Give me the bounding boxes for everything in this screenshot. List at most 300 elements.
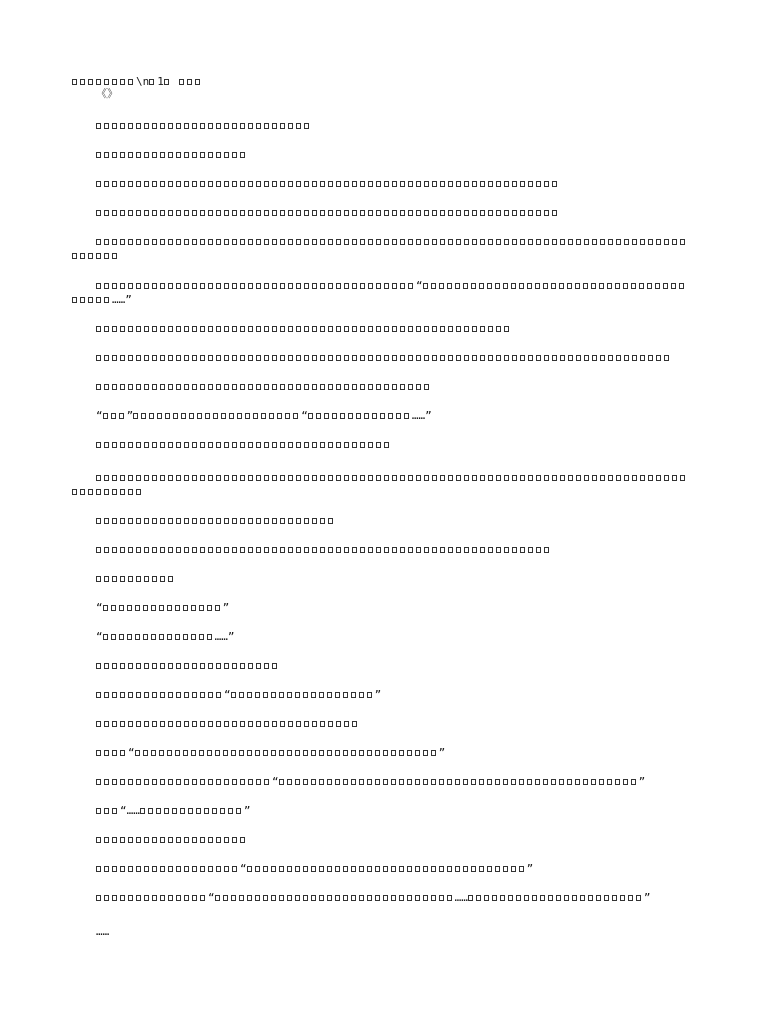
glyph-placeholder: [352, 283, 357, 289]
glyph-placeholder: [176, 721, 181, 727]
glyph-placeholder: [431, 283, 436, 289]
glyph-placeholder: [192, 384, 197, 390]
glyph-placeholder: [456, 210, 461, 216]
glyph-placeholder: [663, 283, 668, 289]
glyph-placeholder: [336, 355, 341, 361]
paragraph: [72, 925, 692, 939]
glyph-placeholder: [119, 413, 124, 419]
paragraph: [72, 543, 692, 557]
glyph-placeholder: [96, 283, 101, 289]
paragraph: [72, 119, 692, 133]
document-subtitle: [72, 87, 692, 101]
glyph-placeholder: [192, 866, 197, 872]
glyph-placeholder: [128, 475, 133, 481]
text-run: ……”: [112, 293, 132, 306]
glyph-placeholder: [548, 895, 553, 901]
glyph-placeholder: [576, 475, 581, 481]
glyph-placeholder: [544, 239, 549, 245]
glyph-placeholder: [216, 355, 221, 361]
glyph-placeholder: [440, 210, 445, 216]
glyph-placeholder: [112, 721, 117, 727]
glyph-placeholder: [368, 475, 373, 481]
glyph-placeholder: [152, 895, 157, 901]
glyph-placeholder: [312, 721, 317, 727]
glyph-placeholder: [200, 442, 205, 448]
glyph-placeholder: [104, 750, 109, 756]
glyph-placeholder: [567, 779, 572, 785]
glyph-placeholder: [279, 895, 284, 901]
glyph-placeholder: [328, 442, 333, 448]
glyph-placeholder: [392, 547, 397, 553]
glyph-placeholder: [360, 547, 365, 553]
glyph-placeholder: [160, 283, 165, 289]
glyph-placeholder: [104, 152, 109, 158]
glyph-placeholder: [149, 79, 154, 85]
glyph-placeholder: [408, 355, 413, 361]
glyph-placeholder: [344, 210, 349, 216]
glyph-placeholder: [144, 152, 149, 158]
glyph-placeholder: [376, 181, 381, 187]
glyph-placeholder: [431, 895, 436, 901]
glyph-placeholder: [144, 895, 149, 901]
glyph-placeholder: [344, 442, 349, 448]
glyph-placeholder: [264, 547, 269, 553]
glyph-placeholder: [324, 413, 329, 419]
glyph-placeholder: [88, 79, 93, 85]
glyph-placeholder: [248, 384, 253, 390]
glyph-placeholder: [152, 181, 157, 187]
glyph-placeholder: [399, 866, 404, 872]
glyph-placeholder: [496, 239, 501, 245]
glyph-placeholder: [272, 518, 277, 524]
glyph-placeholder: [271, 750, 276, 756]
glyph-placeholder: [384, 355, 389, 361]
paragraph: [72, 891, 692, 905]
glyph-placeholder: [151, 605, 156, 611]
glyph-placeholder: [408, 326, 413, 332]
glyph-placeholder: [248, 326, 253, 332]
glyph-placeholder: [272, 239, 277, 245]
glyph-placeholder: [96, 384, 101, 390]
glyph-placeholder: [287, 692, 292, 698]
glyph-placeholder: [336, 475, 341, 481]
glyph-placeholder: [327, 750, 332, 756]
glyph-placeholder: [144, 475, 149, 481]
glyph-placeholder: [104, 866, 109, 872]
glyph-placeholder: [464, 355, 469, 361]
glyph-placeholder: [224, 210, 229, 216]
glyph-placeholder: [432, 326, 437, 332]
glyph-placeholder: [416, 326, 421, 332]
glyph-placeholder: [213, 413, 218, 419]
glyph-placeholder: [528, 547, 533, 553]
glyph-placeholder: [232, 239, 237, 245]
glyph-placeholder: [200, 518, 205, 524]
glyph-placeholder: [160, 442, 165, 448]
glyph-placeholder: [264, 779, 269, 785]
glyph-placeholder: [152, 384, 157, 390]
glyph-placeholder: [184, 384, 189, 390]
glyph-placeholder: [520, 475, 525, 481]
glyph-placeholder: [136, 837, 141, 843]
glyph-placeholder: [352, 721, 357, 727]
glyph-placeholder: [287, 779, 292, 785]
glyph-placeholder: [320, 239, 325, 245]
glyph-placeholder: [479, 866, 484, 872]
glyph-placeholder: [400, 239, 405, 245]
glyph-placeholder: [351, 692, 356, 698]
text-run: ……: [96, 925, 110, 938]
glyph-placeholder: [176, 866, 181, 872]
glyph-placeholder: [127, 605, 132, 611]
glyph-placeholder: [343, 692, 348, 698]
glyph-placeholder: [256, 326, 261, 332]
glyph-placeholder: [207, 634, 212, 640]
glyph-placeholder: [504, 326, 509, 332]
glyph-placeholder: [288, 721, 293, 727]
glyph-placeholder: [308, 413, 313, 419]
glyph-placeholder: [503, 866, 508, 872]
glyph-placeholder: [328, 547, 333, 553]
glyph-placeholder: [312, 518, 317, 524]
glyph-placeholder: [120, 79, 125, 85]
glyph-placeholder: [335, 779, 340, 785]
glyph-placeholder: [96, 123, 101, 129]
glyph-placeholder: [135, 605, 140, 611]
glyph-placeholder: [583, 283, 588, 289]
glyph-placeholder: [376, 547, 381, 553]
glyph-placeholder: [248, 475, 253, 481]
glyph-placeholder: [448, 326, 453, 332]
glyph-placeholder: [120, 750, 125, 756]
glyph-placeholder: [479, 779, 484, 785]
glyph-placeholder: [88, 297, 93, 303]
glyph-placeholder: [168, 152, 173, 158]
glyph-placeholder: [432, 210, 437, 216]
glyph-placeholder: [96, 692, 101, 698]
glyph-placeholder: [136, 576, 141, 582]
glyph-placeholder: [296, 384, 301, 390]
glyph-placeholder: [416, 475, 421, 481]
glyph-placeholder: [184, 181, 189, 187]
text-run: “: [272, 775, 279, 788]
glyph-placeholder: [144, 547, 149, 553]
glyph-placeholder: [136, 442, 141, 448]
glyph-placeholder: [648, 239, 653, 245]
glyph-placeholder: [264, 355, 269, 361]
glyph-placeholder: [136, 355, 141, 361]
glyph-placeholder: [335, 866, 340, 872]
paragraph: [72, 688, 692, 702]
glyph-placeholder: [295, 866, 300, 872]
glyph-placeholder: [256, 475, 261, 481]
glyph-placeholder: [296, 475, 301, 481]
glyph-placeholder: [148, 808, 153, 814]
glyph-placeholder: [536, 181, 541, 187]
glyph-placeholder: [216, 837, 221, 843]
glyph-placeholder: [128, 576, 133, 582]
glyph-placeholder: [104, 518, 109, 524]
glyph-placeholder: [508, 895, 513, 901]
glyph-placeholder: [536, 475, 541, 481]
glyph-placeholder: [424, 181, 429, 187]
glyph-placeholder: [216, 283, 221, 289]
paragraph: [72, 659, 692, 673]
glyph-placeholder: [456, 239, 461, 245]
glyph-placeholder: [183, 750, 188, 756]
glyph-placeholder: [415, 779, 420, 785]
glyph-placeholder: [271, 866, 276, 872]
glyph-placeholder: [384, 239, 389, 245]
glyph-placeholder: [672, 475, 677, 481]
glyph-placeholder: [96, 489, 101, 495]
glyph-placeholder: [112, 283, 117, 289]
glyph-placeholder: [104, 123, 109, 129]
glyph-placeholder: [632, 355, 637, 361]
glyph-placeholder: [360, 326, 365, 332]
glyph-placeholder: [544, 475, 549, 481]
text-run: ”: [126, 409, 134, 422]
glyph-placeholder: [328, 475, 333, 481]
glyph-placeholder: [391, 750, 396, 756]
glyph-placeholder: [128, 239, 133, 245]
glyph-placeholder: [463, 866, 468, 872]
glyph-placeholder: [352, 239, 357, 245]
glyph-placeholder: [456, 181, 461, 187]
glyph-placeholder: [312, 181, 317, 187]
glyph-placeholder: [128, 547, 133, 553]
glyph-placeholder: [424, 355, 429, 361]
glyph-placeholder: [152, 663, 157, 669]
glyph-placeholder: [184, 547, 189, 553]
glyph-placeholder: [456, 547, 461, 553]
glyph-placeholder: [655, 283, 660, 289]
glyph-placeholder: [255, 692, 260, 698]
glyph-placeholder: [367, 750, 372, 756]
glyph-placeholder: [263, 750, 268, 756]
glyph-placeholder: [400, 547, 405, 553]
glyph-placeholder: [144, 384, 149, 390]
glyph-placeholder: [376, 210, 381, 216]
glyph-placeholder: [112, 384, 117, 390]
glyph-placeholder: [367, 779, 372, 785]
glyph-placeholder: [384, 442, 389, 448]
glyph-placeholder: [640, 355, 645, 361]
glyph-placeholder: [504, 547, 509, 553]
glyph-placeholder: [248, 355, 253, 361]
glyph-placeholder: [248, 518, 253, 524]
glyph-placeholder: [608, 239, 613, 245]
glyph-placeholder: [168, 123, 173, 129]
glyph-placeholder: [151, 634, 156, 640]
paragraph: [72, 862, 692, 876]
glyph-placeholder: [240, 181, 245, 187]
glyph-placeholder: [208, 210, 213, 216]
glyph-placeholder: [352, 355, 357, 361]
glyph-placeholder: [384, 475, 389, 481]
glyph-placeholder: [272, 181, 277, 187]
glyph-placeholder: [168, 866, 173, 872]
glyph-placeholder: [328, 355, 333, 361]
glyph-placeholder: [464, 547, 469, 553]
glyph-placeholder: [212, 808, 217, 814]
glyph-placeholder: [304, 326, 309, 332]
glyph-placeholder: [335, 750, 340, 756]
glyph-placeholder: [112, 123, 117, 129]
glyph-placeholder: [152, 721, 157, 727]
paragraph: [72, 409, 692, 423]
glyph-placeholder: [520, 355, 525, 361]
glyph-placeholder: [624, 475, 629, 481]
glyph-placeholder: [296, 326, 301, 332]
glyph-placeholder: [352, 475, 357, 481]
glyph-placeholder: [224, 475, 229, 481]
glyph-placeholder: [359, 779, 364, 785]
glyph-placeholder: [343, 866, 348, 872]
glyph-placeholder: [136, 326, 141, 332]
paragraph: [72, 438, 692, 452]
glyph-placeholder: [496, 181, 501, 187]
glyph-placeholder: [80, 253, 85, 259]
glyph-placeholder: [511, 283, 516, 289]
glyph-placeholder: [648, 475, 653, 481]
glyph-placeholder: [192, 442, 197, 448]
glyph-placeholder: [120, 663, 125, 669]
glyph-placeholder: [104, 210, 109, 216]
glyph-placeholder: [248, 181, 253, 187]
glyph-placeholder: [256, 355, 261, 361]
glyph-placeholder: [168, 181, 173, 187]
glyph-placeholder: [248, 123, 253, 129]
glyph-placeholder: [236, 808, 241, 814]
glyph-placeholder: [192, 355, 197, 361]
glyph-placeholder: [224, 239, 229, 245]
glyph-placeholder: [208, 181, 213, 187]
glyph-placeholder: [328, 721, 333, 727]
glyph-placeholder: [128, 663, 133, 669]
glyph-placeholder: [280, 518, 285, 524]
glyph-placeholder: [344, 475, 349, 481]
glyph-placeholder: [516, 895, 521, 901]
glyph-placeholder: [256, 283, 261, 289]
glyph-placeholder: [360, 210, 365, 216]
glyph-placeholder: [272, 547, 277, 553]
glyph-placeholder: [247, 866, 252, 872]
glyph-placeholder: [96, 837, 101, 843]
glyph-placeholder: [368, 547, 373, 553]
glyph-placeholder: [304, 442, 309, 448]
glyph-placeholder: [471, 283, 476, 289]
glyph-placeholder: [656, 239, 661, 245]
text-run: “: [128, 746, 135, 759]
glyph-placeholder: [104, 355, 109, 361]
glyph-placeholder: [319, 692, 324, 698]
glyph-placeholder: [624, 355, 629, 361]
glyph-placeholder: [416, 547, 421, 553]
paragraph: [72, 514, 692, 528]
glyph-placeholder: [480, 210, 485, 216]
glyph-placeholder: [240, 779, 245, 785]
glyph-placeholder: [232, 475, 237, 481]
glyph-placeholder: [671, 283, 676, 289]
text-run: “: [96, 601, 103, 614]
glyph-placeholder: [136, 518, 141, 524]
glyph-placeholder: [368, 384, 373, 390]
glyph-placeholder: [216, 721, 221, 727]
glyph-placeholder: [205, 413, 210, 419]
glyph-placeholder: [216, 518, 221, 524]
glyph-placeholder: [144, 442, 149, 448]
glyph-placeholder: [351, 895, 356, 901]
glyph-placeholder: [208, 384, 213, 390]
glyph-placeholder: [455, 779, 460, 785]
glyph-placeholder: [375, 866, 380, 872]
paragraph: [72, 380, 692, 394]
glyph-placeholder: [175, 634, 180, 640]
glyph-placeholder: [277, 413, 282, 419]
glyph-placeholder: [372, 413, 377, 419]
glyph-placeholder: [495, 779, 500, 785]
glyph-placeholder: [144, 355, 149, 361]
glyph-placeholder: [680, 475, 685, 481]
glyph-placeholder: [528, 181, 533, 187]
glyph-placeholder: [472, 475, 477, 481]
glyph-placeholder: [592, 355, 597, 361]
glyph-placeholder: [288, 355, 293, 361]
glyph-placeholder: [575, 779, 580, 785]
glyph-placeholder: [196, 808, 201, 814]
glyph-placeholder: [128, 384, 133, 390]
glyph-placeholder: [311, 692, 316, 698]
glyph-placeholder: [296, 355, 301, 361]
glyph-placeholder: [440, 475, 445, 481]
glyph-placeholder: [312, 384, 317, 390]
paragraph: [72, 717, 692, 731]
glyph-placeholder: [208, 866, 213, 872]
glyph-placeholder: [96, 779, 101, 785]
glyph-placeholder: [216, 181, 221, 187]
glyph-placeholder: [103, 605, 108, 611]
glyph-placeholder: [223, 750, 228, 756]
glyph-placeholder: [304, 475, 309, 481]
glyph-placeholder: [592, 239, 597, 245]
glyph-placeholder: [632, 475, 637, 481]
glyph-placeholder: [120, 355, 125, 361]
glyph-placeholder: [200, 895, 205, 901]
glyph-placeholder: [296, 123, 301, 129]
glyph-placeholder: [311, 866, 316, 872]
glyph-placeholder: [216, 210, 221, 216]
glyph-placeholder: [584, 239, 589, 245]
glyph-placeholder: [272, 355, 277, 361]
glyph-placeholder: [112, 152, 117, 158]
glyph-placeholder: [543, 283, 548, 289]
glyph-placeholder: [253, 413, 258, 419]
glyph-placeholder: [192, 837, 197, 843]
glyph-placeholder: [615, 283, 620, 289]
text-run: 《》: [96, 87, 118, 100]
glyph-placeholder: [112, 210, 117, 216]
glyph-placeholder: [487, 866, 492, 872]
glyph-placeholder: [80, 297, 85, 303]
glyph-placeholder: [552, 181, 557, 187]
glyph-placeholder: [432, 355, 437, 361]
glyph-placeholder: [285, 413, 290, 419]
glyph-placeholder: [136, 721, 141, 727]
glyph-placeholder: [248, 779, 253, 785]
glyph-placeholder: [149, 413, 154, 419]
glyph-placeholder: [216, 152, 221, 158]
